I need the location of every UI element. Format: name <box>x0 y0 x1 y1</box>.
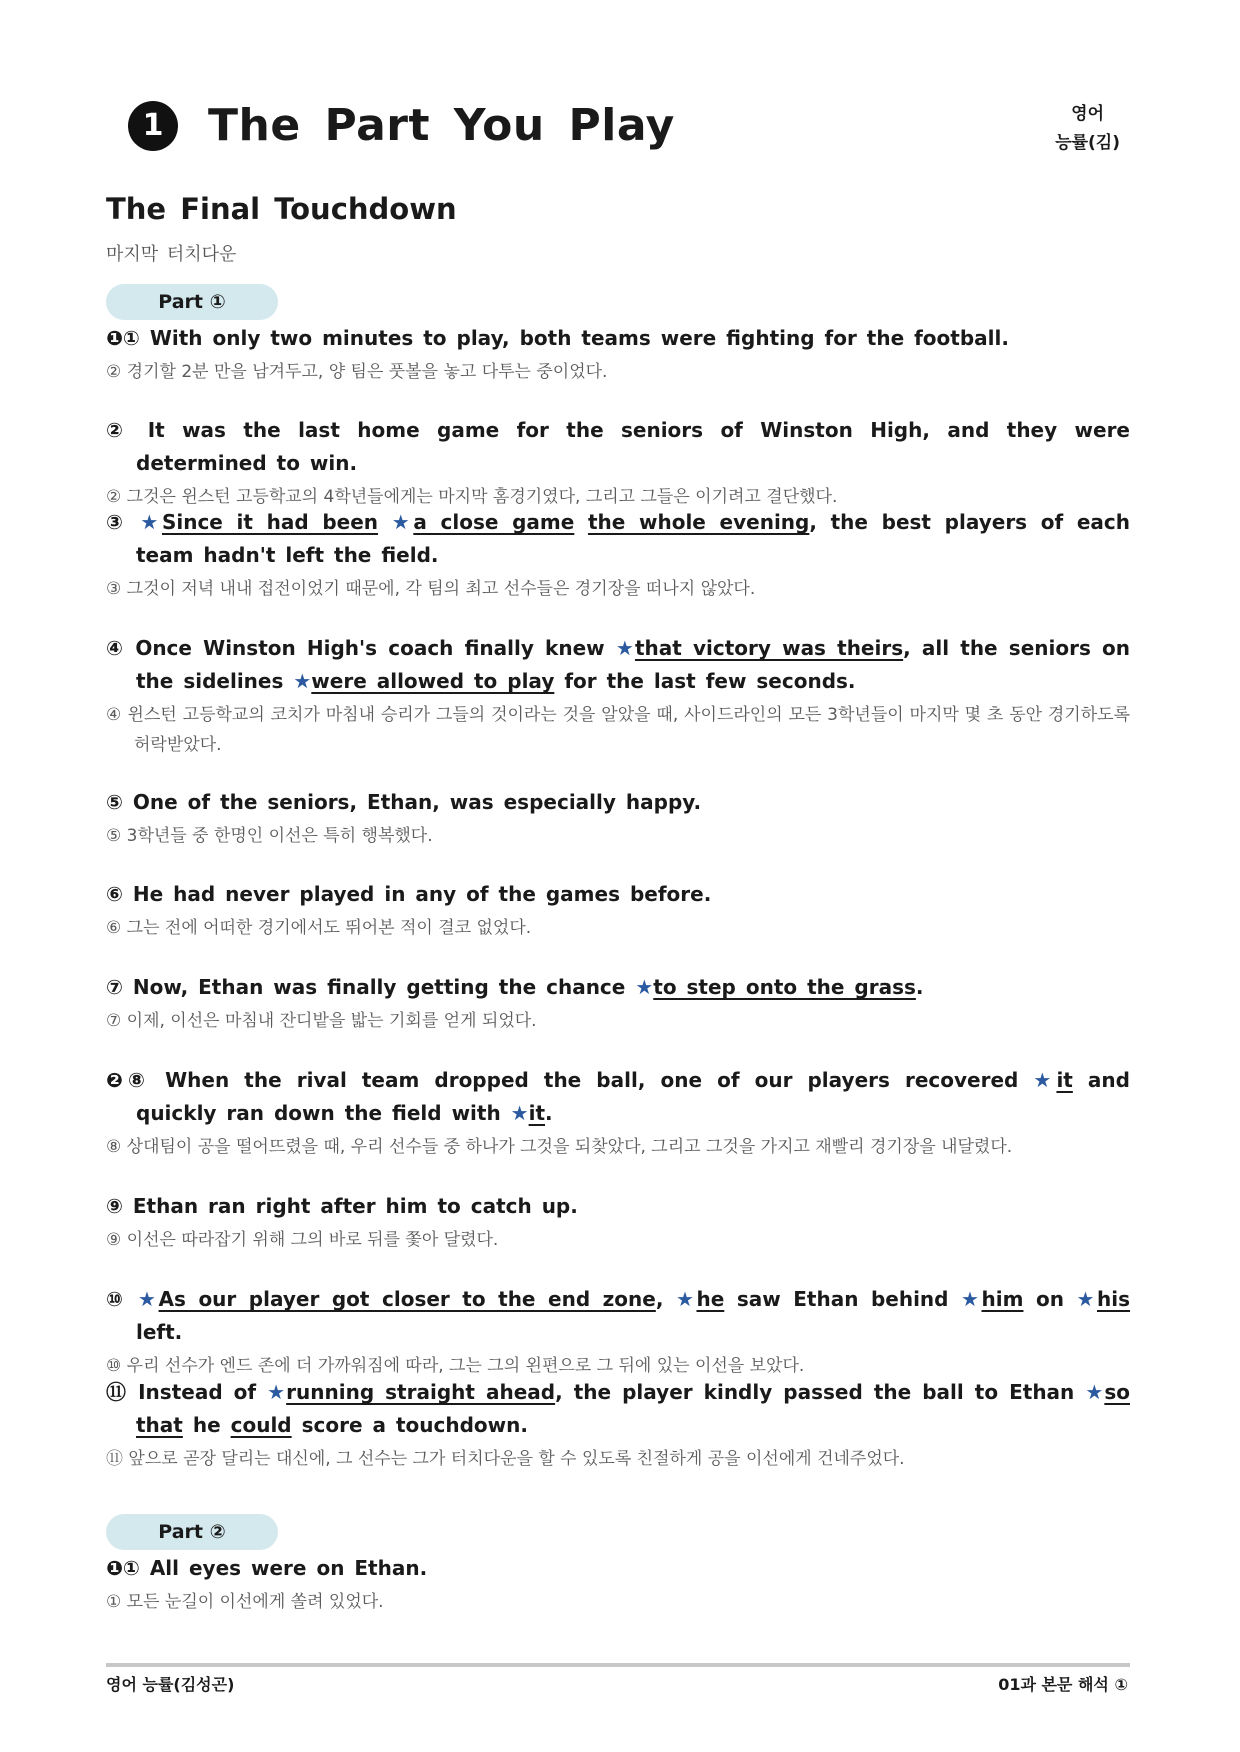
sentence-4 <box>106 632 1130 760</box>
star-icon: ★ <box>1033 1068 1057 1092</box>
sentence-en: ⑤ One of the seniors, Ethan, was especially happy. <box>106 790 702 814</box>
book-tag <box>1055 100 1120 158</box>
sentence-en: ⑨ Ethan ran right after him to catch up. <box>106 1194 578 1218</box>
sentence-11 <box>106 1376 1130 1474</box>
sentence-kr: ⑦ 이제, 이선은 마침내 잔디밭을 밟는 기회를 얻게 되었다. <box>106 1011 537 1031</box>
lesson-number-badge: 1 <box>128 101 178 151</box>
star-icon: ★ <box>635 975 654 999</box>
star-icon: ★ <box>267 1380 287 1404</box>
sentence-en: ⑥ He had never played in any of the games before. <box>106 882 712 906</box>
sentence-number: ④ <box>106 636 125 660</box>
text-run: Once Winston High's coach finally knew <box>135 636 605 660</box>
sentence-kr: ⑨ 이선은 따라잡기 위해 그의 바로 뒤를 쫓아 달렸다. <box>106 1230 499 1250</box>
text-run: saw Ethan behind <box>736 1287 949 1311</box>
star-icon: ★ <box>293 669 312 693</box>
key-phrase: it <box>528 1101 546 1125</box>
key-phrase: he <box>696 1287 725 1311</box>
key-phrase: so that <box>136 1380 1130 1437</box>
key-phrase: were allowed to play <box>311 669 555 693</box>
sentence-en <box>106 1283 1130 1349</box>
sentence-3 <box>106 506 1130 604</box>
star-icon: ★ <box>140 510 162 534</box>
sentence-kr: ⑤ 3학년들 중 한명인 이선은 특히 행복했다. <box>106 826 433 846</box>
lesson-title-text: The Part You Play <box>208 100 675 151</box>
text-run: Instead of <box>138 1380 257 1404</box>
sentence-en: ❶① All eyes were on Ethan. <box>106 1556 428 1580</box>
star-icon: ★ <box>391 510 414 534</box>
subject-label: 영어 <box>1071 104 1105 124</box>
sentence-10 <box>106 1283 1130 1381</box>
text-run: . <box>545 1101 553 1125</box>
sentence-8 <box>106 1064 1130 1162</box>
sentence-kr: ⑩ 우리 선수가 엔드 존에 더 가까워짐에 따라, 그는 그의 왼편으로 그 뒤에 있는 이선을 보았다. <box>106 1356 805 1376</box>
sentence-en: ❶① With only two minutes to play, both teams were fighting for the football. <box>106 326 1009 350</box>
sentence-en: ② It was the last home game for the seniors of Winston High, and they were determined to win. <box>106 418 1130 475</box>
sentence-number: ③ <box>106 510 127 534</box>
sentence-5 <box>106 786 1130 851</box>
sentence-kr: ② 그것은 윈스턴 고등학교의 4학년들에게는 마지막 홈경기였다, 그리고 그들은 이기려고 결단했다. <box>106 487 838 507</box>
sentence-number: ⑪ <box>106 1380 128 1404</box>
sentence-number: ⑩ <box>106 1287 126 1311</box>
star-icon: ★ <box>961 1287 982 1311</box>
sentence-2 <box>106 414 1130 512</box>
sentence-kr: ③ 그것이 저녁 내내 접전이었기 때문에, 각 팀의 최고 선수들은 경기장을 떠나지 않았다. <box>106 579 756 599</box>
star-icon: ★ <box>615 636 635 660</box>
text-run: for the last few seconds. <box>564 669 856 693</box>
sentence-kr: ② 경기할 2분 만을 남겨두고, 양 팀은 풋볼을 놓고 다투는 중이었다. <box>106 362 608 382</box>
sentence-1 <box>106 322 1130 387</box>
sentence-en <box>106 506 1130 572</box>
sentence-9 <box>106 1190 1130 1255</box>
key-phrase: could <box>230 1413 292 1437</box>
sentence-kr: ⑧ 상대팀이 공을 떨어뜨렸을 때, 우리 선수들 중 하나가 그것을 되찾았다, 그리고 그것을 가지고 재빨리 경기장을 내달렸다. <box>106 1137 1013 1157</box>
key-phrase: running straight ahead <box>286 1380 556 1404</box>
text-run: and quickly ran down the field with <box>136 1068 1130 1125</box>
sentence-en <box>106 632 1130 698</box>
key-phrase: it <box>1056 1068 1073 1092</box>
sentence-en <box>106 1064 1130 1130</box>
star-icon: ★ <box>1085 1380 1105 1404</box>
text-run: . <box>915 975 924 999</box>
key-phrase: him <box>981 1287 1024 1311</box>
sentence-kr: ⑥ 그는 전에 어떠한 경기에서도 뛰어본 적이 결코 없었다. <box>106 918 532 938</box>
key-phrase: the whole evening <box>587 510 810 534</box>
sentence-7 <box>106 971 1130 1036</box>
text-run: left. <box>136 1320 183 1344</box>
key-phrase: As our player got closer to the end zone <box>158 1287 656 1311</box>
sentence-kr: ④ 윈스턴 고등학교의 코치가 마침내 승리가 그들의 것이라는 것을 알았을 때, 사이드라인의 모든 3학년들이 마지막 몇 초 동안 경기하도록 허락받았다. <box>106 705 1130 755</box>
sentence-part2-1 <box>106 1552 1130 1617</box>
star-icon: ★ <box>138 1287 159 1311</box>
text-run: he <box>192 1413 221 1437</box>
page-header <box>128 96 1120 176</box>
sentence-kr: ① 모든 눈길이 이선에게 쏠려 있었다. <box>106 1592 384 1612</box>
star-icon: ★ <box>510 1101 529 1125</box>
footer-page-info: 01과 본문 해석 ① <box>998 1675 1128 1694</box>
sentence-kr: ⑪ 앞으로 곧장 달리는 대신에, 그 선수는 그가 터치다운을 할 수 있도록 친절하게 공을 이선에게 건네주었다. <box>106 1449 905 1469</box>
text-run: on <box>1035 1287 1064 1311</box>
key-phrase: a close game <box>413 510 575 534</box>
text-run: score a touchdown. <box>301 1413 528 1437</box>
text-run: , the best players of each team hadn't left the field. <box>136 510 1131 567</box>
text-run: , all the seniors on the sidelines <box>136 636 1130 693</box>
part-1-label: Part ① <box>106 284 278 320</box>
text-run: , <box>655 1287 664 1311</box>
sentence-en <box>106 971 1130 1004</box>
lesson-title <box>128 100 675 151</box>
part-2-label: Part ② <box>106 1514 278 1550</box>
key-phrase: Since it had been <box>161 510 379 534</box>
sentence-en <box>106 1376 1130 1442</box>
key-phrase: to step onto the grass <box>653 975 916 999</box>
key-phrase: his <box>1097 1287 1130 1311</box>
story-subtitle: 마지막 터치다운 <box>106 244 237 265</box>
footer-book-title: 영어 능률(김성곤) <box>106 1675 235 1694</box>
key-phrase: that victory was theirs <box>634 636 904 660</box>
sentence-6 <box>106 878 1130 943</box>
star-icon: ★ <box>675 1287 697 1311</box>
publisher-label: 능률(김) <box>1055 133 1120 153</box>
story-title: The Final Touchdown <box>106 192 457 226</box>
footer-divider <box>106 1663 1130 1667</box>
text-run: ❷⑧ When the rival team dropped the ball, one of our players recovered <box>106 1068 1019 1092</box>
text-run: , the player kindly passed the ball to Ethan <box>555 1380 1075 1404</box>
star-icon: ★ <box>1076 1287 1097 1311</box>
text-run: ⑦ Now, Ethan was finally getting the chance <box>106 975 626 999</box>
